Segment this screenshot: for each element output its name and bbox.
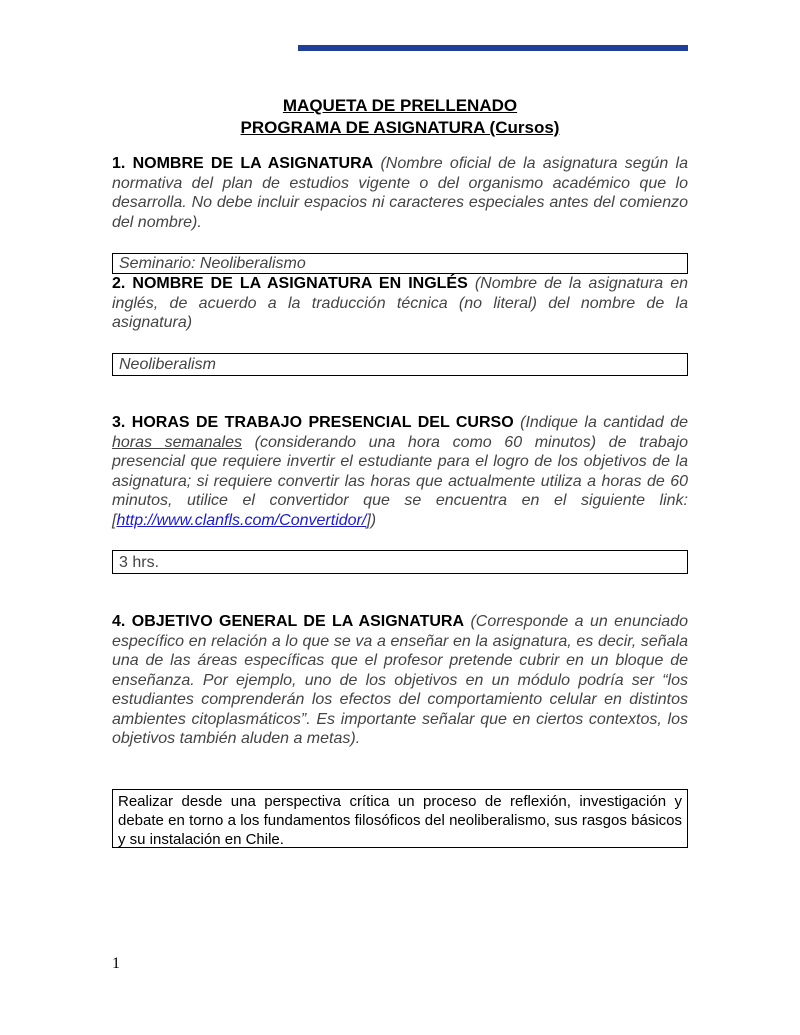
section-description-part2: (considerando una hora como 60 minutos) de trabajo presencial que requiere invertir el estudiante para el logro de los objetivos de la asignatura; si requiere convertir las horas que actualmente utiliza a horas de 60 minutos, utilice el convertidor que se encuentra en el siguiente link: [ xyxy=(112,433,688,529)
title-line-2: PROGRAMA DE ASIGNATURA (Cursos) xyxy=(240,118,560,137)
section-description-part3: ]) xyxy=(366,511,377,529)
page-number: 1 xyxy=(112,955,120,972)
general-objective-field[interactable] xyxy=(112,789,688,848)
section-course-name: 1. NOMBRE DE LA ASIGNATURA (Nombre oficial de la asignatura según la normativa del plan de estudios vigente o del organismo académico que lo desarrolla. No debe incluir espacios ni caracteres especiales antes del comienzo del nombre). xyxy=(112,155,689,231)
section-heading: 4. OBJETIVO GENERAL DE LA ASIGNATURA xyxy=(112,613,465,630)
course-name-field[interactable] xyxy=(112,253,688,274)
course-name-english-field[interactable] xyxy=(112,353,688,376)
section-heading: 1. NOMBRE DE LA ASIGNATURA xyxy=(112,155,374,172)
header-accent-rule xyxy=(298,45,688,51)
section-description: Corresponde a un enunciado específico en relación a lo que se va a enseñar en la asignatura, es decir, señala una de las áreas específicas que el profesor pretende cubrir en un bloque de enseñanza. Por ejemplo, uno de los objetivos en un módulo podría ser “los estudiantes comprenderán los efectos del comportamiento celular en distintos ambientes citoplasmáticos”. Es importante señalar que en ciertos contextos, los objetivos también aluden a metas). xyxy=(112,613,688,747)
section-heading: 2. NOMBRE DE LA ASIGNATURA EN INGLÉS xyxy=(112,275,468,292)
converter-link[interactable]: http://www.clanfls.com/Convertidor/ xyxy=(116,511,367,529)
section-description: Nombre de la asignatura en inglés, de acuerdo a la traducción técnica (no literal) del nombre de la asignatura) xyxy=(112,275,688,331)
course-name-english-value: Neoliberalism xyxy=(119,356,216,373)
contact-hours-field[interactable] xyxy=(112,550,688,574)
contact-hours-value: 3 hrs. xyxy=(119,554,160,571)
general-objective-value: Realizar desde una perspectiva crítica un proceso de reflexión, investigación y debate en torno a los fundamentos filosóficos del neoliberalismo, sus rasgos básicos y su instalación en Chile. xyxy=(118,793,682,848)
section-description: Nombre oficial de la asignatura según la normativa del plan de estudios vigente o del organismo académico que lo desarrolla. No debe incluir espacios ni caracteres especiales antes del comienzo del nombre). xyxy=(112,155,689,231)
title-line-1: MAQUETA DE PRELLENADO xyxy=(282,96,518,115)
section-contact-hours: 3. HORAS DE TRABAJO PRESENCIAL DEL CURSO (Indique la cantidad de horas semanales (considerando una hora como 60 minutos) de trabajo presencial que requiere invertir el estudiante para el logro de los objetivos de la asignatura; si requiere convertir las horas que actualmente utiliza a horas de 60 minutos, utilice el convertidor que se encuentra en el siguiente link: [http://www.clanfls.com/Convertidor/]) xyxy=(112,414,689,529)
weekly-hours-underlined: horas semanales xyxy=(112,433,243,451)
section-description-part1: Indique la cantidad de xyxy=(525,414,689,431)
section-general-objective: 4. OBJETIVO GENERAL DE LA ASIGNATURA (Corresponde a un enunciado específico en relación a lo que se va a enseñar en la asignatura, es decir, señala una de las áreas específicas que el profesor pretende cubrir en un bloque de enseñanza. Por ejemplo, uno de los objetivos en un módulo podría ser “los estudiantes comprenderán los efectos del comportamiento celular en distintos ambientes citoplasmáticos”. Es importante señalar que en ciertos contextos, los objetivos también aluden a metas). xyxy=(112,613,688,747)
course-name-value: Seminario: Neoliberalismo xyxy=(119,255,306,272)
document-title xyxy=(112,95,688,139)
section-heading: 3. HORAS DE TRABAJO PRESENCIAL DEL CURSO xyxy=(112,414,514,431)
section-course-name-english: 2. NOMBRE DE LA ASIGNATURA EN INGLÉS (Nombre de la asignatura en inglés, de acuerdo a la traducción técnica (no literal) del nombre de la asignatura) xyxy=(112,275,688,331)
